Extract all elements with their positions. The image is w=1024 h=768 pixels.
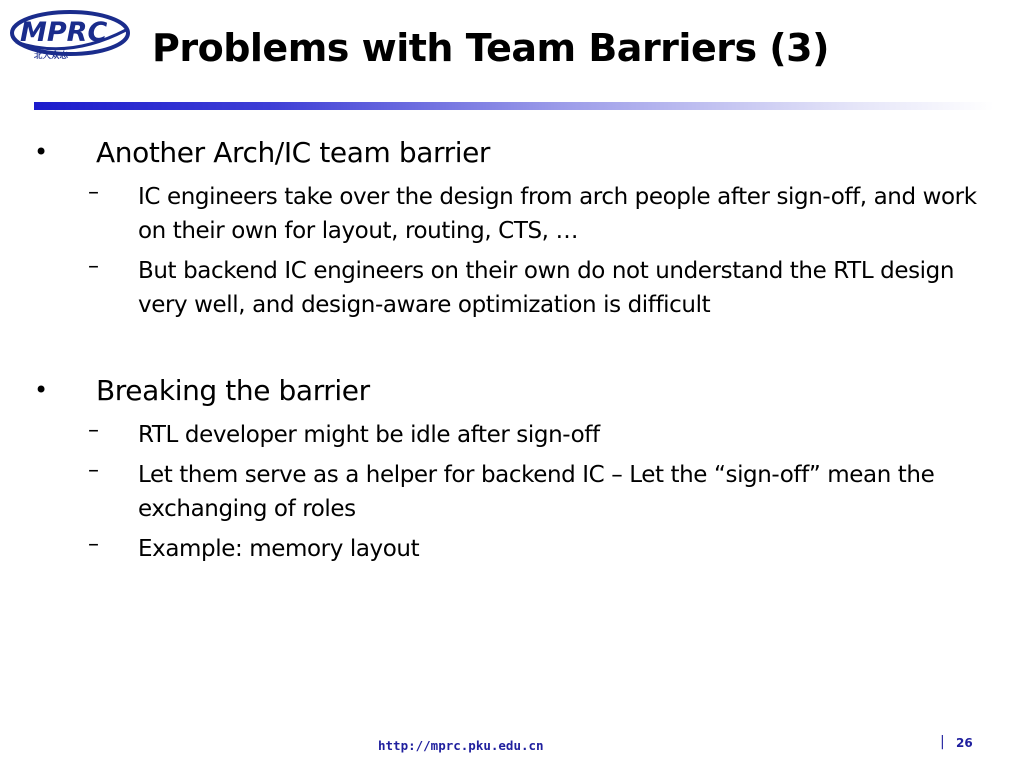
bullet-marker: •	[34, 138, 49, 166]
sub-bullet-text: IC engineers take over the design from arch people after sign-off, and work on their own for layout, routing, CTS, …	[138, 184, 977, 244]
sub-bullet-item	[0, 458, 1024, 526]
logo	[8, 8, 132, 62]
bullet-item	[0, 374, 1024, 412]
footer-separator: |	[940, 734, 945, 750]
logo-graphic	[8, 8, 132, 62]
footer-url: http://mprc.pku.edu.cn	[378, 738, 544, 753]
dash-marker: –	[88, 418, 99, 443]
bullet-section	[0, 136, 1024, 322]
sub-bullet-text: But backend IC engineers on their own do not understand the RTL design very well, and design-aware optimization is difficult	[138, 258, 955, 318]
bullet-text: Breaking the barrier	[96, 374, 370, 407]
slide-title: Problems with Team Barriers (3)	[152, 26, 829, 70]
sub-bullet-item	[0, 180, 1024, 248]
sub-bullet-text: Example: memory layout	[138, 536, 420, 562]
sub-bullet-item	[0, 418, 1024, 452]
sub-bullet-text: RTL developer might be idle after sign-off	[138, 422, 600, 448]
bullet-text: Another Arch/IC team barrier	[96, 136, 491, 169]
dash-marker: –	[88, 532, 99, 557]
sub-bullet-item	[0, 254, 1024, 322]
dash-marker: –	[88, 254, 99, 279]
logo-text: MPRC	[20, 17, 108, 48]
page-number: 26	[956, 736, 973, 750]
sub-bullet-text: Let them serve as a helper for backend IC – Let the “sign-off” mean the exchanging of roles	[138, 462, 935, 522]
sub-bullet-item	[0, 532, 1024, 566]
dash-marker: –	[88, 458, 99, 483]
title-divider	[34, 102, 994, 110]
bullet-item	[0, 136, 1024, 174]
slide-content	[0, 136, 1024, 566]
logo-subtext: 北大众志	[34, 51, 69, 61]
bullet-section	[0, 374, 1024, 566]
bullet-marker: •	[34, 376, 49, 404]
dash-marker: –	[88, 180, 99, 205]
